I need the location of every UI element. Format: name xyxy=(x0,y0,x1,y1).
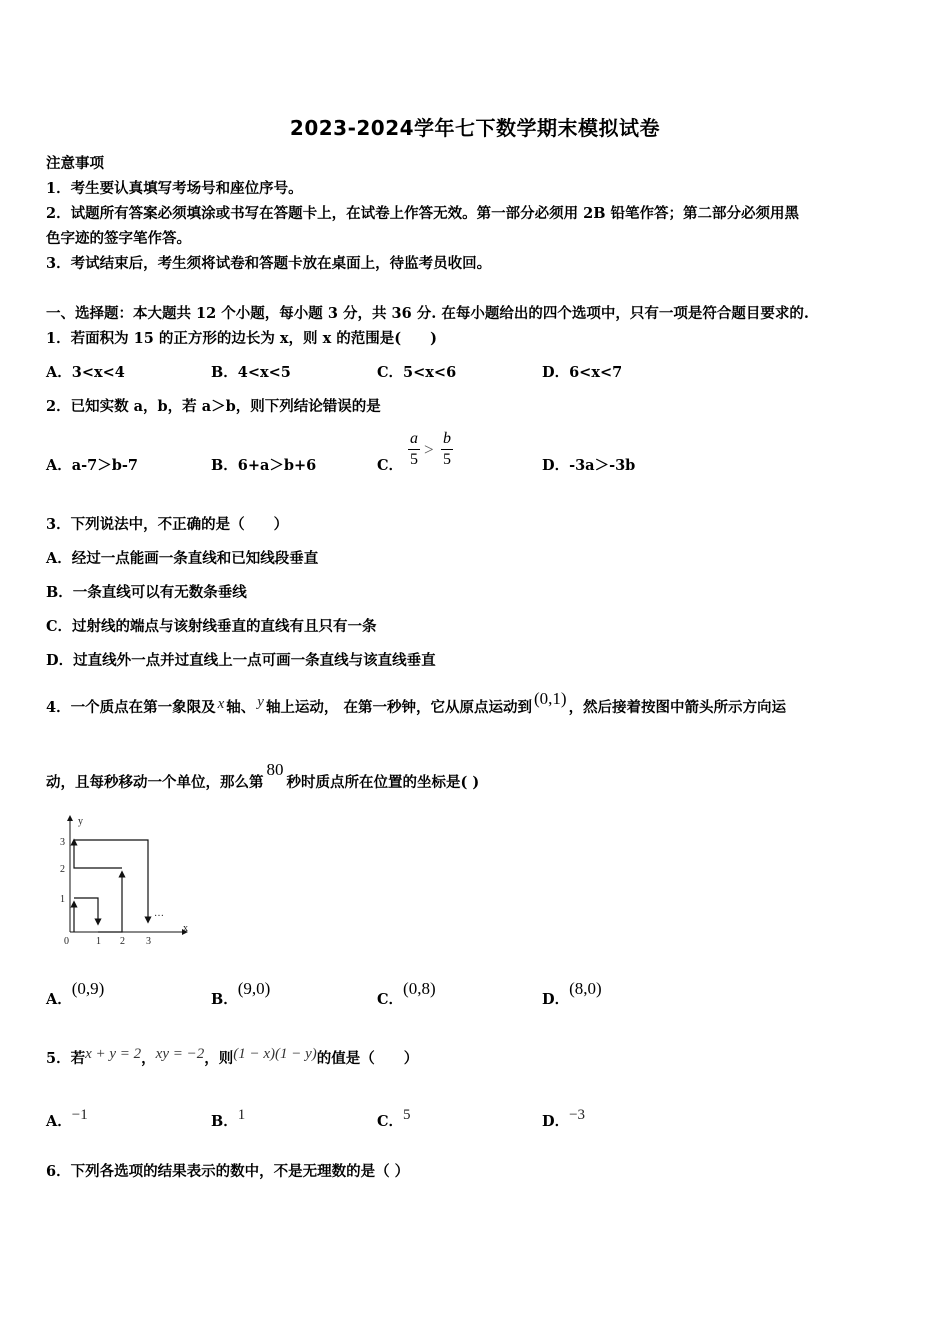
q4-text-part-1: 4．一个质点在第一象限及 xyxy=(46,699,216,716)
q3-option-c: C．过射线的端点与该射线垂直的直线有且只有一条 xyxy=(46,618,377,635)
q1-option-a: A．3<x<4 xyxy=(46,364,125,381)
figure-y-tick-3: 3 xyxy=(60,837,65,848)
fraction-bar xyxy=(408,449,420,450)
figure-y-tick-2: 2 xyxy=(60,864,65,875)
option-label: B． xyxy=(211,1113,238,1130)
q3-option-a: A．经过一点能画一条直线和已知线段垂直 xyxy=(46,550,319,567)
notice-item-3: 3．考试结束后，考生须将试卷和答题卡放在桌面上，待监考员收回。 xyxy=(46,255,492,272)
question-3-stem: 3．下列说法中，不正确的是（ ） xyxy=(46,516,289,533)
q2-option-b: B．6+a＞b+6 xyxy=(211,457,317,474)
q4-text-part-4: ，然后接着按图中箭头所示方向运 xyxy=(568,699,787,716)
q5-equation-2: xy = −2 xyxy=(155,1046,205,1062)
option-label: A． xyxy=(46,991,72,1008)
q5-equation-1: x + y = 2 xyxy=(85,1046,142,1062)
q4-motion-figure xyxy=(50,812,195,947)
figure-x-label: x xyxy=(183,923,188,934)
fraction-numerator: a xyxy=(410,430,418,447)
figure-x-tick-1: 1 xyxy=(96,936,101,947)
q5-option-b xyxy=(211,1107,246,1131)
q5-text-part-3: 的值是（ ） xyxy=(316,1050,419,1067)
notice-item-2-line-1: 2．试题所有答案必须填涂或书写在答题卡上，在试卷上作答无效。第一部分必须用 2B 铅笔作答；第二部分必须用黑 xyxy=(46,205,800,222)
q2-option-a: A．a-7＞b-7 xyxy=(46,457,138,474)
q5-option-c xyxy=(377,1107,411,1131)
question-6-stem: 6．下列各选项的结果表示的数中，不是无理数的是（ ） xyxy=(46,1163,410,1180)
path-segment xyxy=(74,840,148,920)
q2-option-d: D．-3a＞-3b xyxy=(542,457,636,474)
q4-text-part-2: 轴、 xyxy=(226,699,256,716)
option-label: B． xyxy=(211,991,238,1008)
figure-ellipsis: … xyxy=(154,908,164,919)
q4-line-2-part-2: 秒时质点所在位置的坐标是( ) xyxy=(286,774,480,791)
question-5-stem xyxy=(46,1047,418,1068)
q4-point: (0,1) xyxy=(533,689,567,708)
option-label: D． xyxy=(542,991,570,1008)
option-label: D． xyxy=(542,1113,570,1130)
q3-option-d: D．过直线外一点并过直线上一点可画一条直线与该直线垂直 xyxy=(46,652,436,669)
q4-y-var: y xyxy=(257,694,264,710)
q1-option-d: D．6<x<7 xyxy=(542,364,623,381)
q4-seconds: 80 xyxy=(266,760,284,779)
notice-item-2-line-2: 色字迹的签字笔作答。 xyxy=(46,230,191,247)
q5-option-d xyxy=(542,1107,586,1131)
fraction-bar xyxy=(441,449,453,450)
path-segment xyxy=(74,842,122,868)
q5-text-part-1: 5．若 xyxy=(46,1050,86,1067)
notice-item-1: 1．考生要认真填写考场号和座位序号。 xyxy=(46,180,303,197)
q1-option-b: B．4<x<5 xyxy=(211,364,291,381)
section-heading: 一、选择题：本大题共 12 个小题，每小题 3 分，共 36 分. 在每小题给出的四个选项中，只有一项是符合题目要求的. xyxy=(46,305,809,322)
q5-text-part-2: ，则 xyxy=(204,1050,234,1067)
option-value: −3 xyxy=(569,1107,586,1123)
path-segment xyxy=(98,874,122,932)
q5-expression: (1 − x)(1 − y) xyxy=(233,1046,317,1062)
q2-option-c-fraction-b xyxy=(441,430,453,469)
notice-heading: 注意事项 xyxy=(46,155,104,172)
fraction-denominator: 5 xyxy=(410,451,418,468)
option-label: C． xyxy=(377,991,404,1008)
q4-line-2-part-1: 动，且每秒移动一个单位，那么第 xyxy=(46,774,264,791)
q5-separator: ， xyxy=(141,1050,156,1067)
option-value: (0,8) xyxy=(403,979,436,998)
q4-option-b xyxy=(211,979,271,1009)
q5-option-a xyxy=(46,1107,88,1131)
option-label: C． xyxy=(377,1113,404,1130)
path-segment xyxy=(74,898,98,922)
question-4-line-1 xyxy=(46,689,787,717)
option-label: A． xyxy=(46,1113,72,1130)
option-value: 1 xyxy=(237,1107,246,1123)
q2-option-c-label: C． xyxy=(377,457,404,474)
option-value: −1 xyxy=(71,1107,88,1123)
question-4-line-2 xyxy=(46,760,480,792)
option-value: 5 xyxy=(403,1107,411,1123)
q4-option-a xyxy=(46,979,105,1009)
figure-x-tick-2: 2 xyxy=(120,936,125,947)
option-value: (0,9) xyxy=(71,979,105,998)
question-1-stem: 1．若面积为 15 的正方形的边长为 x，则 x 的范围是( ) xyxy=(46,330,438,347)
q3-option-b: B．一条直线可以有无数条垂线 xyxy=(46,584,247,601)
q2-option-c-fraction-a xyxy=(408,430,420,469)
q1-option-c: C．5<x<6 xyxy=(377,364,457,381)
fraction-denominator: 5 xyxy=(443,451,451,468)
fraction-numerator: b xyxy=(443,430,451,447)
page-title: 2023-2024学年七下数学期末模拟试卷 xyxy=(289,116,661,140)
figure-y-label: y xyxy=(78,816,83,827)
option-value: (8,0) xyxy=(569,979,602,998)
question-2-stem: 2．已知实数 a，b，若 a＞b，则下列结论错误的是 xyxy=(46,398,381,415)
figure-y-tick-1: 1 xyxy=(60,894,65,905)
q4-text-part-3: 轴上运动， 在第一秒钟，它从原点运动到 xyxy=(265,699,532,716)
figure-x-tick-0: 0 xyxy=(64,936,69,947)
figure-x-tick-3: 3 xyxy=(146,936,151,947)
q4-option-c xyxy=(377,979,436,1009)
option-value: (9,0) xyxy=(237,979,271,998)
q4-option-d xyxy=(542,979,602,1009)
q4-x-var: x xyxy=(217,696,225,712)
q2-option-c-operator: > xyxy=(424,440,434,459)
